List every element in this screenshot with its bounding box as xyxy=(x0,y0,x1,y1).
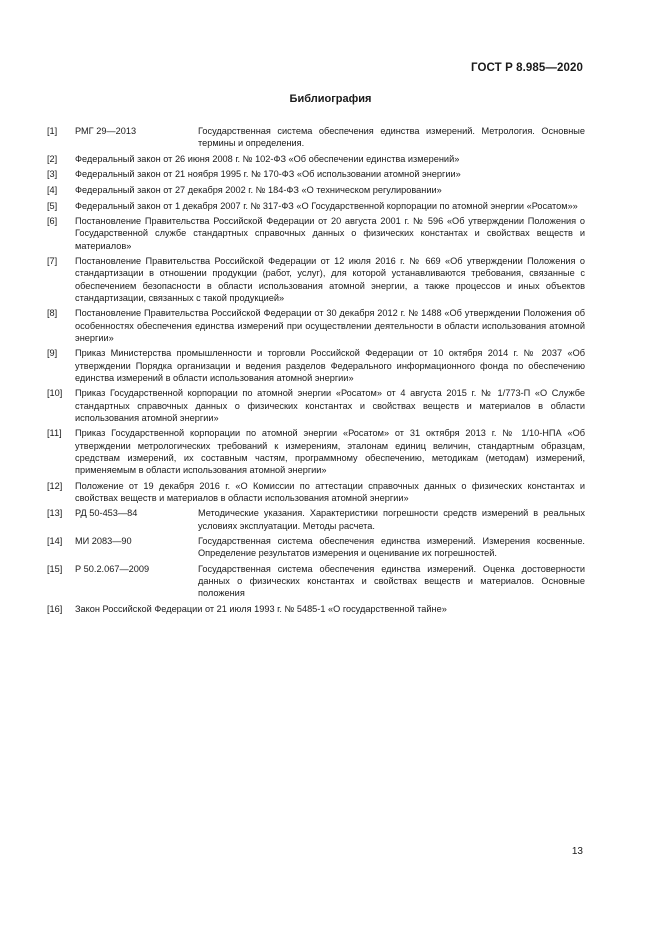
bibliography-list xyxy=(47,125,585,619)
bibliography-entry xyxy=(47,168,585,180)
entry-number: [3] xyxy=(47,169,58,180)
bibliography-entry xyxy=(47,603,585,615)
entry-text: Приказ Государственной корпорации по атомной энергии «Росатом» от 4 августа 2015 г. № 1/773-П «О Службе стандартных справочных данных о физических константах и свойствах веществ и материалов в области использования атомной энергии» xyxy=(75,388,585,423)
entry-text: Постановление Правительства Российской Федерации от 20 августа 2001 г. № 596 «Об утверждении Положения о Государственной службе стандартных справочных данных о физических константах и свойствах веществ и материалов» xyxy=(75,216,585,251)
bibliography-heading: Библиография xyxy=(289,93,372,105)
entry-code: РМГ 29—2013 xyxy=(75,126,137,136)
entry-number: [13] xyxy=(47,508,63,519)
bibliography-entry xyxy=(47,184,585,196)
bibliography-entry xyxy=(47,427,585,476)
entry-text: Государственная система обеспечения единства измерений. Измерения косвенные. Определение результатов измерения и оценивание их погрешностей. xyxy=(198,536,585,559)
entry-code: МИ 2083—90 xyxy=(75,536,132,547)
entry-number: [16] xyxy=(47,603,63,614)
entry-text: Постановление Правительства Российской Федерации от 12 июля 2016 г. № 669 «Об утверждении Положения о стандартизации в отношении продукции (работ, услуг), для которой устанавливаются требования, связанные с обеспечением безопасности в области использования атомной энергии, а также процессов и иных объектов стандартизации, связанных с такой продукцией» xyxy=(75,256,585,303)
entry-code: РД 50-453—84 xyxy=(75,508,138,519)
entry-number: [1] xyxy=(47,126,58,136)
entry-text: Федеральный закон от 26 июня 2008 г. № 102-ФЗ «Об обеспечении единства измерений» xyxy=(75,153,460,164)
bibliography-entry xyxy=(47,215,585,252)
entry-text: Федеральный закон от 21 ноября 1995 г. № 170-ФЗ «Об использовании атомной энергии» xyxy=(75,169,461,180)
bibliography-entry xyxy=(47,563,585,600)
entry-text: Положение от 19 декабря 2016 г. «О Комиссии по аттестации справочных данных о физических константах и свойствах веществ и материалов в области использования атомной энергии» xyxy=(75,480,585,503)
entry-number: [15] xyxy=(47,563,63,574)
entry-number: [5] xyxy=(47,200,58,211)
page-title xyxy=(0,93,661,105)
entry-number: [14] xyxy=(47,536,63,547)
entry-number: [11] xyxy=(47,428,62,439)
entry-text: Государственная система обеспечения единства измерений. Метрология. Основные термины и определения. xyxy=(198,126,585,149)
entry-number: [6] xyxy=(47,216,58,227)
standard-code: ГОСТ Р 8.985—2020 xyxy=(471,62,583,74)
entry-text: Федеральный закон от 27 декабря 2002 г. № 184-ФЗ «О техническом регулировании» xyxy=(75,184,442,195)
bibliography-entry xyxy=(47,307,585,344)
entry-number: [8] xyxy=(47,308,58,319)
entry-text: Федеральный закон от 1 декабря 2007 г. № 317-ФЗ «О Государственной корпорации по атомной энергии «Росатом»» xyxy=(75,200,578,211)
bibliography-entry xyxy=(47,535,585,559)
entry-number: [4] xyxy=(47,184,58,195)
entry-text: Постановление Правительства Российской Федерации от 30 декабря 2012 г. № 1488 «Об утверждении Положения об особенностях обеспечения единства измерений при осуществлении деятельности в области использования атомной энергии» xyxy=(75,308,585,343)
bibliography-entry xyxy=(47,387,585,424)
entry-text: Государственная система обеспечения единства измерений. Оценка достоверности данных о физических константах и свойствах веществ и материалов. Основные положения xyxy=(198,563,585,599)
entry-code: Р 50.2.067—2009 xyxy=(75,563,150,574)
entry-text: Приказ Министерства промышленности и торговли Российской Федерации от 10 октября 2014 г. № 2037 «Об утверждении Порядка организации и ведения разделов Федерального информационного фонда по обеспечению единства измерений в области использования атомной энергии» xyxy=(75,348,585,383)
entry-text: Приказ Государственной корпорации по атомной энергии «Росатом» от 31 октября 2013 г. № 1/10-НПА «Об утверждении метрологических требований к измерениям, эталонам единиц величин, стандартным образцам, средствам измерений, их составным частям, программному обеспечению, методикам (методам) измерений, применяемым в области использования атомной энергии» xyxy=(75,428,585,475)
entry-number: [10] xyxy=(47,388,63,399)
entry-number: [2] xyxy=(47,153,58,164)
bibliography-entry xyxy=(47,125,585,149)
bibliography-entry xyxy=(47,153,585,165)
entry-text: Закон Российской Федерации от 21 июля 1993 г. № 5485-1 «О государственной тайне» xyxy=(75,603,447,614)
bibliography-entry xyxy=(47,507,585,531)
bibliography-entry xyxy=(47,255,585,304)
bibliography-entry xyxy=(47,480,585,504)
page-number: 13 xyxy=(571,846,583,857)
entry-number: [9] xyxy=(47,348,58,359)
bibliography-entry xyxy=(47,200,585,212)
bibliography-entry xyxy=(47,347,585,384)
entry-number: [7] xyxy=(47,256,58,267)
entry-number: [12] xyxy=(47,480,63,491)
entry-text: Методические указания. Характеристики погрешности средств измерений в реальных условиях эксплуатации. Методы расчета. xyxy=(198,508,585,531)
